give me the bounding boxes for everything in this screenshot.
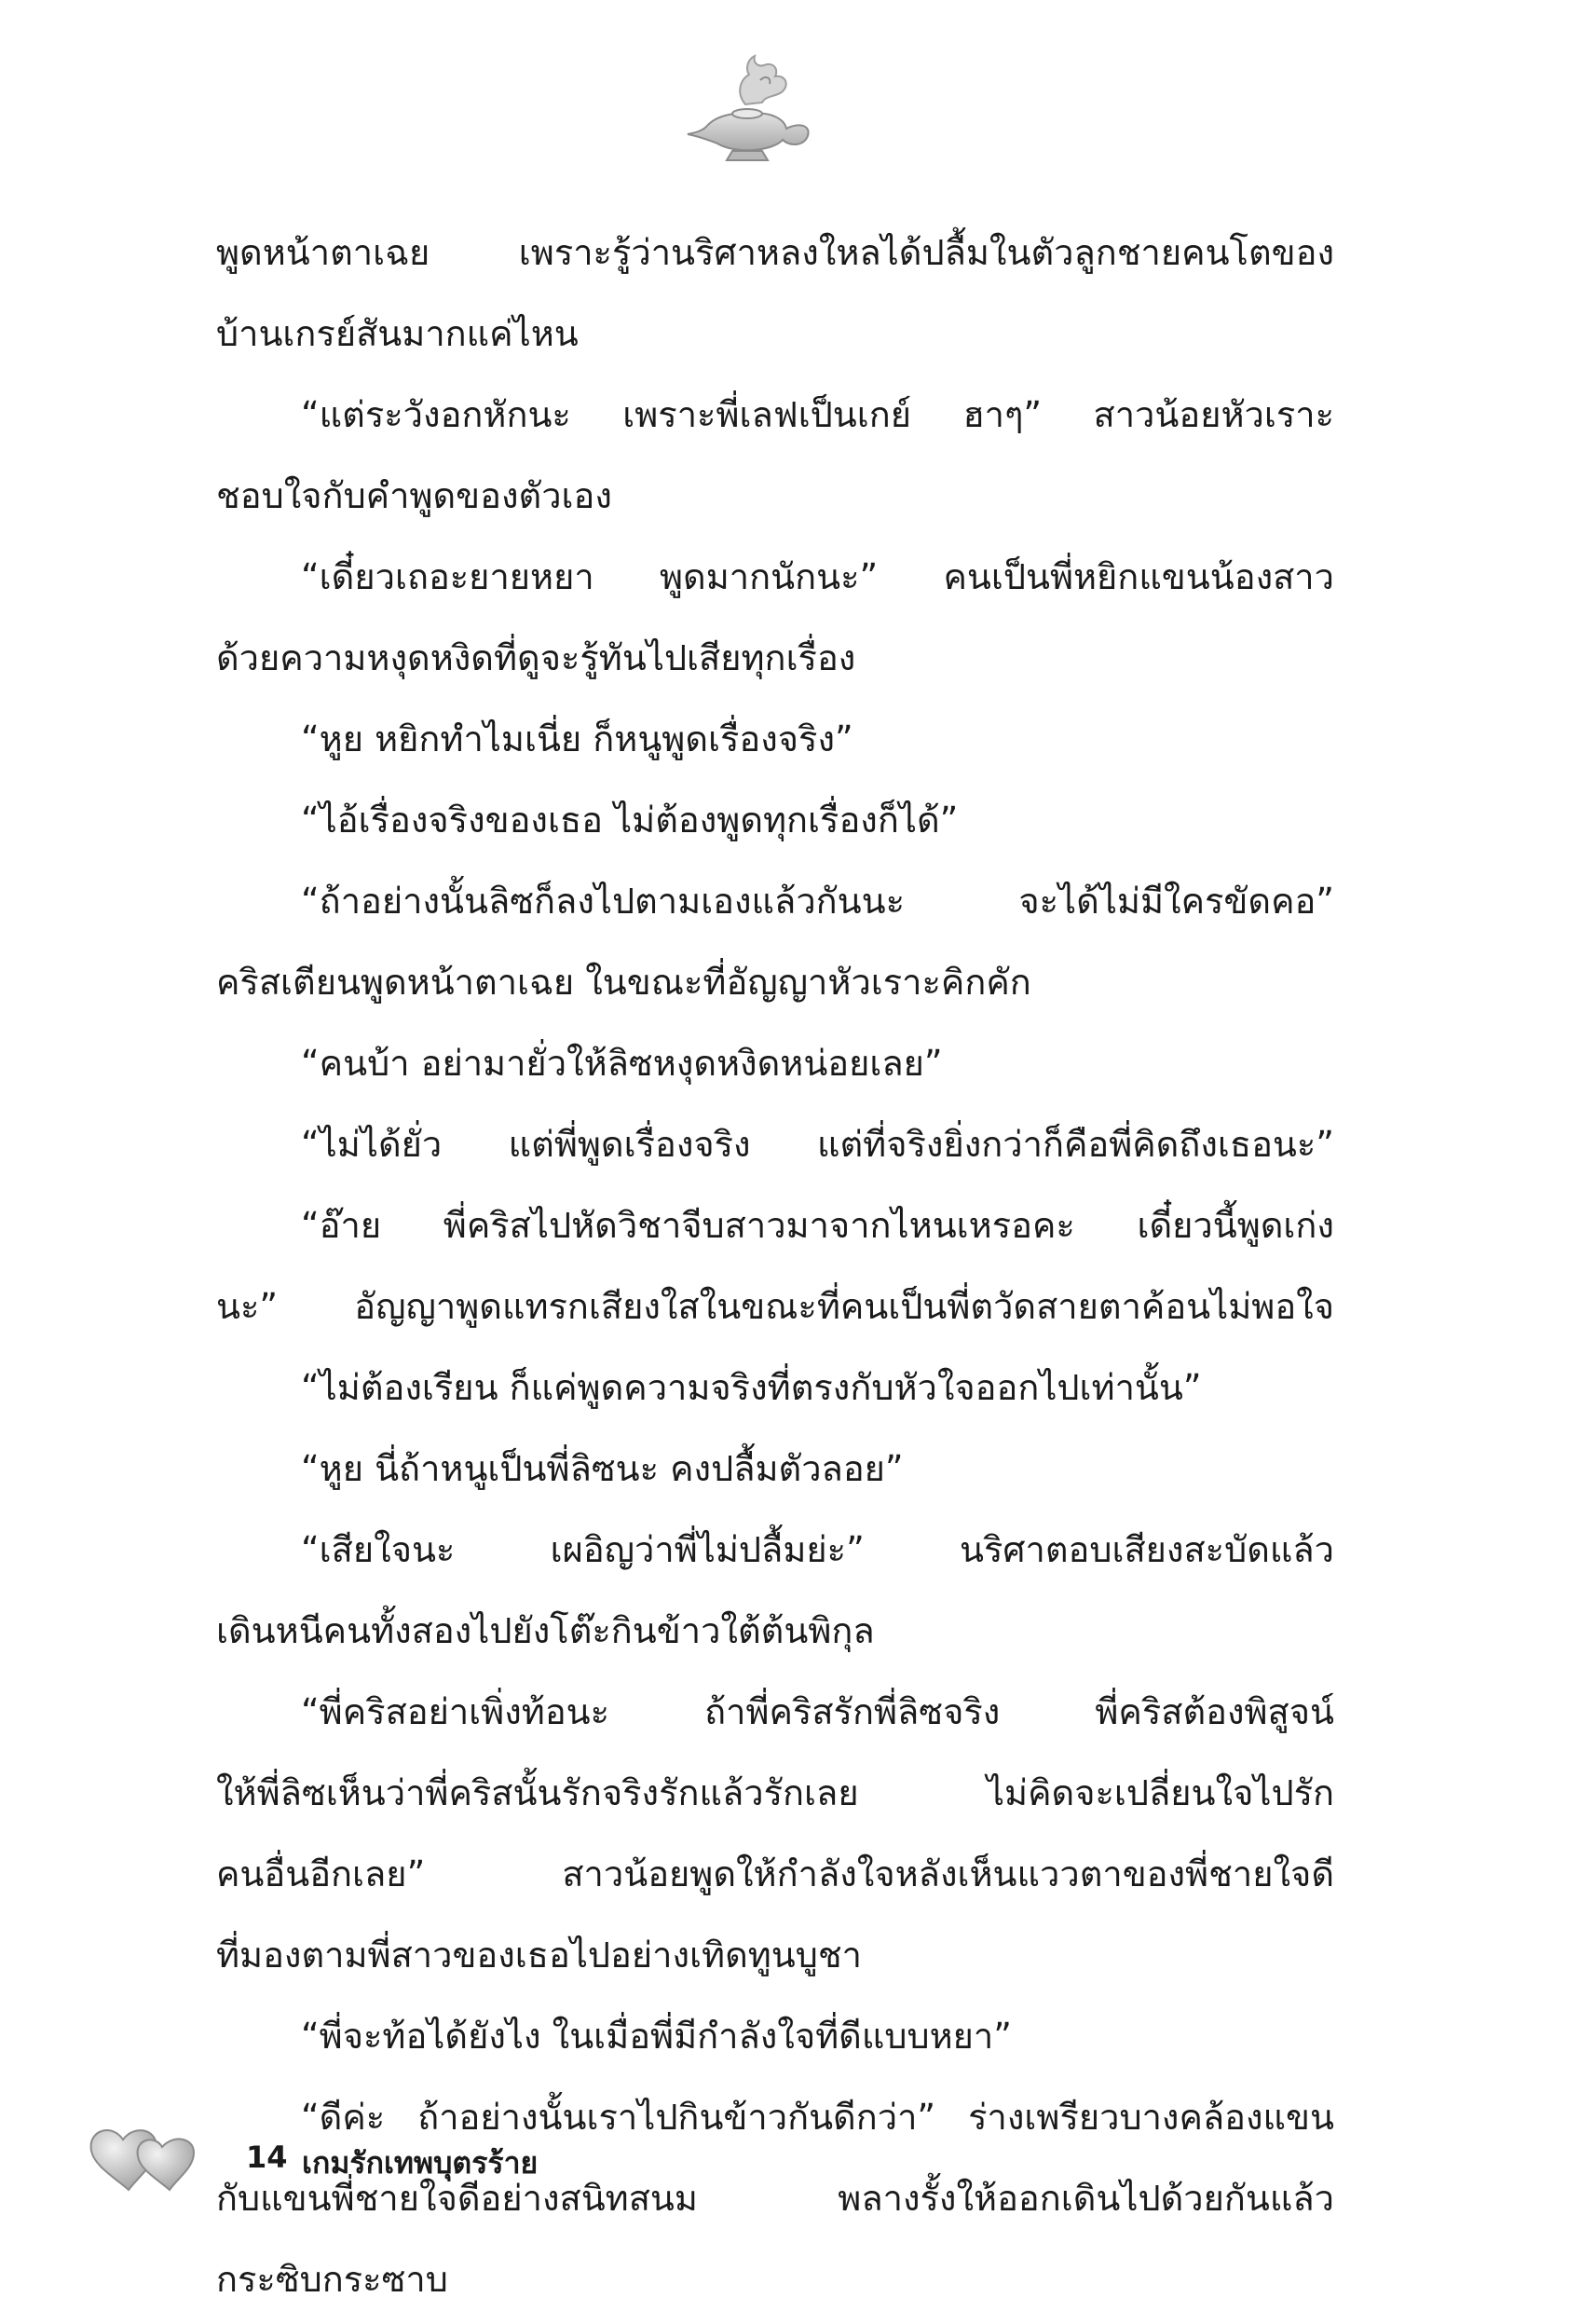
text-line: “ดีค่ะ ถ้าอย่างนั้นเราไปกินข้าวกันดีกว่า” ร่างเพรียวบางคล้องแขน [301, 2097, 1334, 2138]
text-line: “ถ้าอย่างนั้นลิซก็ลงไปตามเองแล้วกันนะ จะได้ไม่มีใครขัดคอ” [301, 881, 1334, 922]
text-line: “ไอ้เรื่องจริงของเธอ ไม่ต้องพูดทุกเรื่องก็ได้” [301, 800, 959, 841]
text-line: “พี่จะท้อได้ยังไง ในเมื่อพี่มีกำลังใจที่ดีแบบหยา” [301, 2016, 1012, 2057]
two-hearts-icon [86, 2113, 216, 2207]
text-line: ที่มองตามพี่สาวของเธอไปอย่างเทิดทูนบูชา [216, 1935, 863, 1976]
text-line: คนอื่นอีกเลย” สาวน้อยพูดให้กำลังใจหลังเห็นแววตาของพี่ชายใจดี [216, 1853, 1334, 1894]
text-line: “หูย หยิกทำไมเนี่ย ก็หนูพูดเรื่องจริง” [301, 718, 853, 759]
text-line: “อ๊าย พี่คริสไปหัดวิชาจีบสาวมาจากไหนเหรอคะ เดี๋ยวนี้พูดเก่ง [301, 1205, 1334, 1246]
text-line: นะ” อัญญาพูดแทรกเสียงใสในขณะที่คนเป็นพี่ตวัดสายตาค้อนไม่พอใจ [216, 1286, 1334, 1327]
body-text [216, 212, 1334, 2311]
text-line: กระซิบกระซาบ [216, 2259, 448, 2300]
text-line: ให้พี่ลิซเห็นว่าพี่คริสนั้นรักจริงรักแล้วรักเลย ไม่คิดจะเปลี่ยนใจไปรัก [216, 1772, 1334, 1813]
genie-lamp-icon [680, 47, 820, 168]
book-title: เกมรักเทพบุตรร้าย [302, 2145, 539, 2181]
text-line: พูดหน้าตาเฉย เพราะรู้ว่านริศาหลงใหลได้ปลื้มในตัวลูกชายคนโตของ [216, 232, 1334, 273]
text-line: เดินหนีคนทั้งสองไปยังโต๊ะกินข้าวใต้ต้นพิกุล [216, 1610, 875, 1651]
text-line: “ไม่ต้องเรียน ก็แค่พูดความจริงที่ตรงกับหัวใจออกไปเท่านั้น” [301, 1367, 1202, 1408]
text-line: “หูย นี่ถ้าหนูเป็นพี่ลิซนะ คงปลื้มตัวลอย” [301, 1448, 904, 1489]
text-line: “เสียใจนะ เผอิญว่าพี่ไม่ปลื้มย่ะ” นริศาตอบเสียงสะบัดแล้ว [301, 1529, 1334, 1570]
page-footer [86, 2113, 738, 2207]
text-line: “เดี๋ยวเถอะยายหยา พูดมากนักนะ” คนเป็นพี่หยิกแขนน้องสาว [301, 556, 1334, 597]
text-line: กับแขนพี่ชายใจดีอย่างสนิทสนม พลางรั้งให้ออกเดินไปด้วยกันแล้ว [216, 2178, 1334, 2219]
page-number: 14 [246, 2140, 288, 2175]
text-line: คริสเตียนพูดหน้าตาเฉย ในขณะที่อัญญาหัวเราะคิกคัก [216, 962, 1031, 1003]
text-line: “พี่คริสอย่าเพิ่งท้อนะ ถ้าพี่คริสรักพี่ลิซจริง พี่คริสต้องพิสูจน์ [301, 1691, 1334, 1732]
text-line: ชอบใจกับคำพูดของตัวเอง [216, 475, 612, 516]
text-line: ด้วยความหงุดหงิดที่ดูจะรู้ทันไปเสียทุกเรื่อง [216, 637, 856, 678]
text-line: “ไม่ได้ยั่ว แต่พี่พูดเรื่องจริง แต่ที่จริงยิ่งกว่าก็คือพี่คิดถึงเธอนะ” [301, 1124, 1334, 1165]
text-line: “คนบ้า อย่ามายั่วให้ลิซหงุดหงิดหน่อยเลย” [301, 1043, 943, 1084]
text-line: “แต่ระวังอกหักนะ เพราะพี่เลฟเป็นเกย์ ฮาๆ” สาวน้อยหัวเราะ [301, 394, 1334, 435]
text-line: บ้านเกรย์สันมากแค่ไหน [216, 313, 579, 354]
